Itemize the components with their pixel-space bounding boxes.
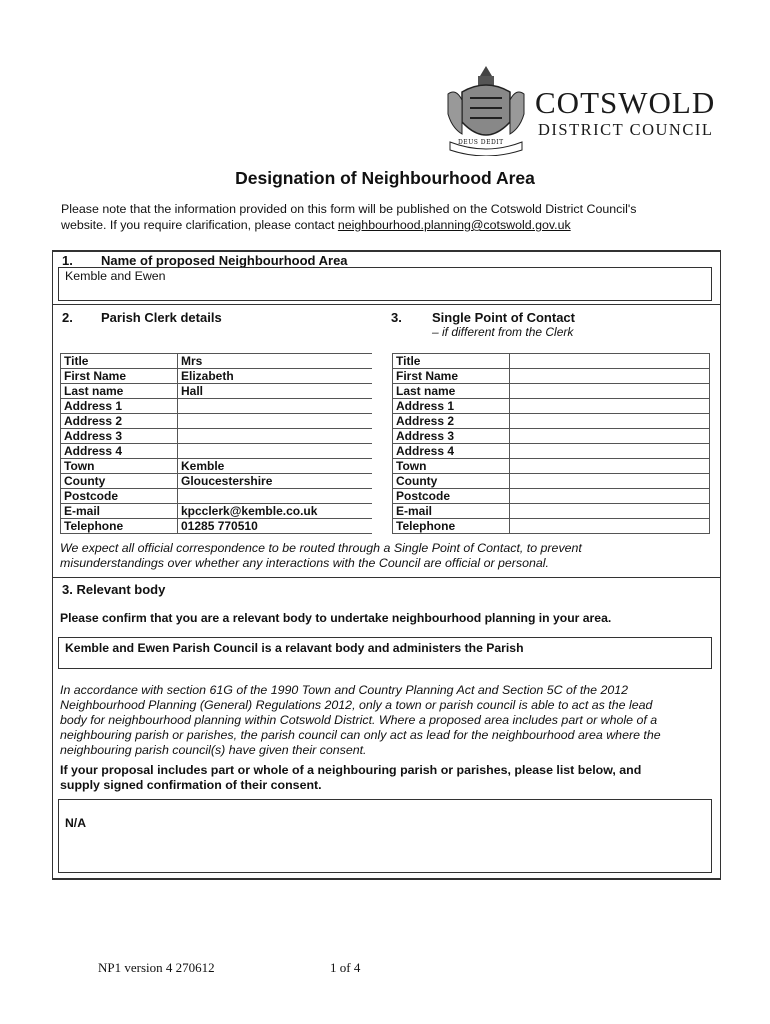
detail-label: Address 2 xyxy=(393,414,510,429)
detail-value-field[interactable]: 01285 770510 xyxy=(178,519,373,534)
detail-label: Town xyxy=(393,459,510,474)
detail-label: Title xyxy=(393,354,510,369)
detail-label: Telephone xyxy=(393,519,510,534)
detail-row xyxy=(393,474,710,489)
contact-email-link[interactable]: neighbourhood.planning@cotswold.gov.uk xyxy=(337,218,571,232)
detail-value-field[interactable] xyxy=(178,414,373,429)
detail-value-field[interactable] xyxy=(510,504,710,519)
detail-row xyxy=(61,429,373,444)
contact-section-heading: Single Point of Contact xyxy=(432,310,575,325)
detail-value-field[interactable] xyxy=(510,489,710,504)
detail-row xyxy=(61,414,373,429)
crest-motto: DEUS DEDIT xyxy=(458,139,504,146)
section1-heading: Name of proposed Neighbourhood Area xyxy=(101,253,348,268)
detail-value-field[interactable] xyxy=(178,429,373,444)
section2-number: 2. xyxy=(62,310,73,325)
correspondence-note-line1: We expect all official correspondence to be routed through a Single Point of Contact, to prevent xyxy=(60,541,582,555)
detail-row xyxy=(61,504,373,519)
detail-row xyxy=(61,369,373,384)
relevant-body-answer-field[interactable] xyxy=(58,637,712,669)
detail-label: Title xyxy=(61,354,178,369)
detail-value-field[interactable] xyxy=(510,459,710,474)
detail-label: Address 1 xyxy=(61,399,178,414)
detail-label: Address 4 xyxy=(393,444,510,459)
detail-row xyxy=(393,444,710,459)
legal-text xyxy=(60,683,661,758)
intro-line2-prefix: website. If you require clarification, please contact xyxy=(61,218,338,232)
legal-line: body for neighbourhood planning within Cotswold District. Where a proposed area includes part or whole of a xyxy=(60,713,658,727)
correspondence-note-line2: misunderstandings over whether any interactions with the Council are official or personal. xyxy=(60,556,549,570)
detail-label: County xyxy=(393,474,510,489)
intro-line1: Please note that the information provided on this form will be published on the Cotswold District Council's xyxy=(61,202,637,216)
neighbour-parish-question xyxy=(60,763,641,793)
detail-value-field[interactable]: kpcclerk@kemble.co.uk xyxy=(178,504,373,519)
detail-label: First Name xyxy=(393,369,510,384)
intro-text xyxy=(61,201,721,233)
legal-line: In accordance with section 61G of the 1990 Town and Country Planning Act and Section 5C of the 2012 xyxy=(60,683,629,697)
neighbourhood-area-name-field[interactable] xyxy=(58,267,712,301)
detail-label: Telephone xyxy=(61,519,178,534)
neighbour-question-line2: supply signed confirmation of their consent. xyxy=(60,778,322,792)
section2-heading: Parish Clerk details xyxy=(101,310,222,325)
page-title: Designation of Neighbourhood Area xyxy=(235,168,535,188)
detail-row xyxy=(393,519,710,534)
detail-value-field[interactable] xyxy=(510,354,710,369)
detail-row xyxy=(393,399,710,414)
detail-value-field[interactable] xyxy=(510,429,710,444)
detail-value-field[interactable] xyxy=(510,369,710,384)
detail-label: County xyxy=(61,474,178,489)
detail-value-field[interactable]: Hall xyxy=(178,384,373,399)
detail-row xyxy=(393,414,710,429)
detail-row xyxy=(393,384,710,399)
detail-label: Address 3 xyxy=(393,429,510,444)
relevant-body-heading: 3. Relevant body xyxy=(62,582,166,597)
detail-row xyxy=(393,369,710,384)
detail-value-field[interactable]: Gloucestershire xyxy=(178,474,373,489)
detail-value-field[interactable] xyxy=(510,519,710,534)
detail-value-field[interactable]: Elizabeth xyxy=(178,369,373,384)
detail-value-field[interactable] xyxy=(510,384,710,399)
detail-row xyxy=(61,459,373,474)
detail-label: Last name xyxy=(393,384,510,399)
section-divider xyxy=(52,304,721,305)
detail-value-field[interactable] xyxy=(178,399,373,414)
detail-row xyxy=(393,489,710,504)
detail-row xyxy=(393,429,710,444)
detail-label: Address 1 xyxy=(393,399,510,414)
detail-label: Address 4 xyxy=(61,444,178,459)
section-divider xyxy=(52,577,721,578)
detail-value-field[interactable] xyxy=(178,444,373,459)
detail-label: Address 2 xyxy=(61,414,178,429)
detail-row xyxy=(61,474,373,489)
footer-page-number: 1 of 4 xyxy=(330,960,361,975)
detail-row xyxy=(393,354,710,369)
detail-label: E-mail xyxy=(61,504,178,519)
footer-version: NP1 version 4 270612 xyxy=(98,960,215,975)
detail-value-field[interactable]: Mrs xyxy=(178,354,373,369)
contact-section-number: 3. xyxy=(391,310,402,325)
relevant-body-answer: Kemble and Ewen Parish Council is a relavant body and administers the Parish xyxy=(65,641,524,655)
detail-label: First Name xyxy=(61,369,178,384)
relevant-body-question: Please confirm that you are a relevant body to undertake neighbourhood planning in your area. xyxy=(60,611,612,625)
detail-value-field[interactable]: Kemble xyxy=(178,459,373,474)
section1-number: 1. xyxy=(62,253,73,268)
legal-line: neighbouring parish or parishes, the parish council can only act as lead for the neighbourhood area where the xyxy=(60,728,661,742)
council-name-line1: COTSWOLD xyxy=(535,85,716,120)
detail-row xyxy=(61,399,373,414)
detail-label: Last name xyxy=(61,384,178,399)
detail-label: Address 3 xyxy=(61,429,178,444)
council-name xyxy=(535,86,715,140)
detail-row xyxy=(61,489,373,504)
detail-label: Town xyxy=(61,459,178,474)
form-top-rule xyxy=(52,250,721,252)
legal-line: Neighbourhood Planning (General) Regulations 2012, only a town or parish council is able to act as the lead xyxy=(60,698,653,712)
detail-row xyxy=(393,459,710,474)
neighbour-parish-answer: N/A xyxy=(65,816,86,830)
detail-value-field[interactable] xyxy=(178,489,373,504)
detail-row xyxy=(61,519,373,534)
detail-row xyxy=(61,354,373,369)
detail-row xyxy=(61,384,373,399)
clerk-details-table xyxy=(60,353,372,534)
contact-details-table xyxy=(392,353,710,534)
detail-value-field[interactable] xyxy=(510,414,710,429)
intro-line2 xyxy=(61,217,721,233)
contact-section-subheading: – if different from the Clerk xyxy=(432,325,574,339)
neighbour-parish-answer-field[interactable] xyxy=(58,799,712,873)
detail-label: Postcode xyxy=(393,489,510,504)
council-name-line2: DISTRICT COUNCIL xyxy=(538,120,714,139)
detail-label: E-mail xyxy=(393,504,510,519)
legal-line: neighbouring parish council(s) have given their consent. xyxy=(60,743,367,757)
neighbour-question-line1: If your proposal includes part or whole of a neighbouring parish or parishes, please list below, and xyxy=(60,763,642,777)
detail-value-field[interactable] xyxy=(510,399,710,414)
correspondence-note xyxy=(60,541,582,571)
detail-row xyxy=(393,504,710,519)
detail-value-field[interactable] xyxy=(510,444,710,459)
neighbourhood-area-name-value: Kemble and Ewen xyxy=(65,269,166,283)
detail-label: Postcode xyxy=(61,489,178,504)
detail-row xyxy=(61,444,373,459)
detail-value-field[interactable] xyxy=(510,474,710,489)
